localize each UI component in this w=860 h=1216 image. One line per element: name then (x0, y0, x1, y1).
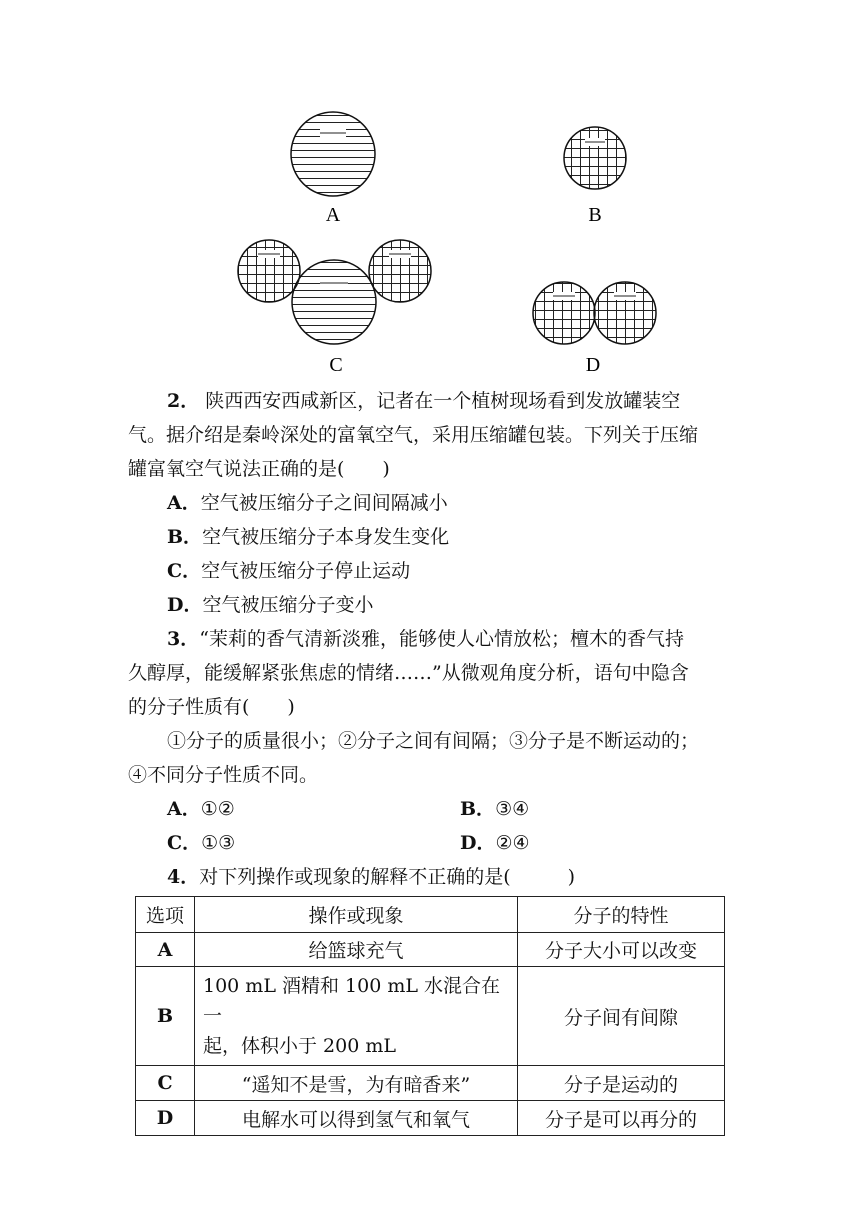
molecule-a (291, 112, 375, 196)
q2-stem-1: 陕西西安西咸新区，记者在一个植树现场看到发放罐装空 (205, 390, 681, 412)
option-key: B． (167, 526, 203, 548)
option-text: 空气被压缩分子变小 (202, 594, 374, 616)
q2-stem-3: 罐富氧空气说法正确的是( ) (128, 458, 390, 480)
option-text: ①② (200, 798, 235, 820)
q2-number: 2． (167, 390, 200, 412)
row-action (195, 967, 518, 1066)
q3-option-c[interactable] (167, 826, 235, 860)
option-text: ②④ (495, 832, 530, 854)
header-property: 分子的特性 (518, 897, 725, 933)
table-row (136, 1066, 725, 1101)
q3-option-d[interactable] (460, 826, 530, 860)
q3-option-b[interactable] (460, 792, 529, 826)
q4-line (167, 860, 575, 894)
option-text: 空气被压缩分子停止运动 (201, 560, 411, 582)
row-property: 分子间有间隙 (518, 967, 725, 1066)
q3-line-1 (167, 622, 684, 656)
figure-label-b: B (588, 204, 602, 226)
molecule-figure (0, 0, 860, 385)
row-property: 分子大小可以改变 (518, 933, 725, 967)
q2-option-d[interactable] (167, 588, 374, 622)
q2-stem-2: 气。据介绍是秦岭深处的富氧空气，采用压缩罐包装。下列关于压缩 (128, 424, 699, 446)
option-key: A． (167, 798, 201, 820)
q3-option-a[interactable] (167, 792, 235, 826)
q3-number: 3． (167, 628, 200, 650)
molecule-b (564, 127, 626, 189)
option-text: 空气被压缩分子本身发生变化 (202, 526, 450, 548)
option-key: B． (460, 798, 496, 820)
header-option: 选项 (136, 897, 195, 933)
row-option: B (136, 967, 195, 1066)
row-option: C (136, 1066, 195, 1101)
table-header-row (136, 897, 725, 933)
option-key: A． (167, 492, 201, 514)
q4-stem: 对下列操作或现象的解释不正确的是( ) (199, 866, 576, 888)
q2-option-a[interactable] (167, 486, 448, 520)
q2-option-b[interactable] (167, 520, 449, 554)
molecule-c (238, 240, 431, 344)
row-action-line-1: 100 mL 酒精和 100 mL 水混合在一 (203, 975, 500, 1027)
molecule-d (533, 282, 656, 344)
header-action: 操作或现象 (195, 897, 518, 933)
q3-stem-3: 的分子性质有( ) (128, 696, 295, 718)
option-text: ①③ (201, 832, 236, 854)
row-action: 电解水可以得到氢气和氧气 (195, 1101, 518, 1136)
option-key: C． (167, 560, 202, 582)
figure-label-c: C (329, 354, 343, 376)
option-key: D． (167, 594, 203, 616)
q4-table (135, 896, 725, 1136)
q4-number: 4． (167, 866, 200, 888)
row-option: A (136, 933, 195, 967)
q3-statements-2: ④不同分子性质不同。 (128, 764, 319, 786)
table-row (136, 1101, 725, 1136)
q3-stem-2: 久醇厚，能缓解紧张焦虑的情绪……”从微观角度分析，语句中隐含 (128, 662, 689, 684)
option-text: ③④ (495, 798, 530, 820)
row-option: D (136, 1101, 195, 1136)
q2-option-c[interactable] (167, 554, 410, 588)
row-action: “遥知不是雪，为有暗香来” (195, 1066, 518, 1101)
row-action-line-2: 起，体积小于 200 mL (203, 1035, 396, 1057)
table-row (136, 967, 725, 1066)
figure-label-a: A (325, 204, 341, 226)
option-key: C． (167, 832, 202, 854)
table-row (136, 933, 725, 967)
option-text: 空气被压缩分子之间间隔减小 (200, 492, 448, 514)
figure-label-d: D (585, 354, 601, 376)
row-action: 给篮球充气 (195, 933, 518, 967)
q2-line-1 (167, 384, 680, 418)
option-key: D． (460, 832, 496, 854)
q3-statements-1: ①分子的质量很小；②分子之间有间隔；③分子是不断运动的； (167, 730, 700, 752)
row-property: 分子是可以再分的 (518, 1101, 725, 1136)
row-property: 分子是运动的 (518, 1066, 725, 1101)
q3-stem-1: “茉莉的香气清新淡雅，能够使人心情放松；檀木的香气持 (199, 628, 684, 650)
